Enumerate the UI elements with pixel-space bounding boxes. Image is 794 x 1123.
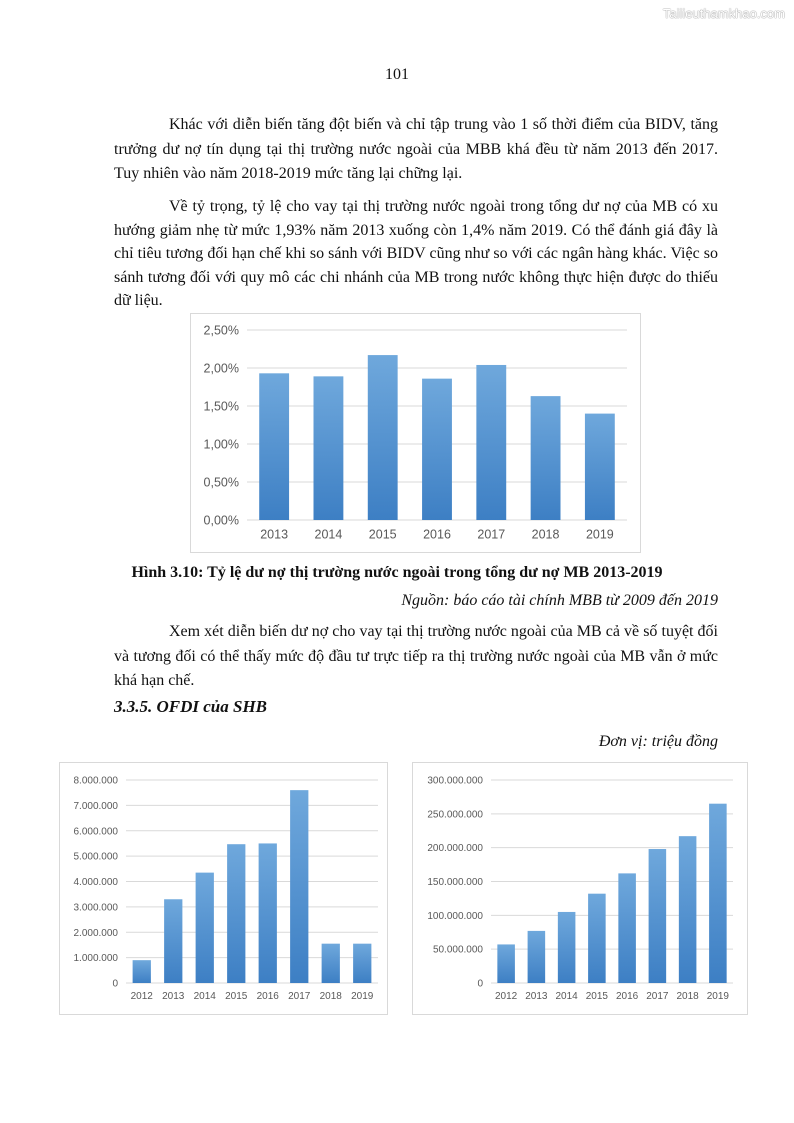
chart-shb-right [412,762,748,1015]
y-tick-label: 3.000.000 [73,902,118,914]
y-tick-label: 2,00% [203,361,239,376]
x-tick-label: 2017 [477,527,506,542]
x-tick-label: 2014 [193,991,216,1002]
bar-2014 [558,912,576,983]
bar-2019 [353,944,371,983]
y-tick-label: 250.000.000 [427,809,483,821]
y-tick-label: 6.000.000 [73,826,118,838]
y-tick-label: 300.000.000 [427,775,483,787]
bar-2015 [588,894,606,983]
x-tick-label: 2018 [676,991,699,1002]
bar-2013 [164,899,182,983]
x-tick-label: 2019 [706,991,729,1002]
bar-2014 [196,873,214,983]
y-tick-label: 0 [477,978,483,990]
x-tick-label: 2018 [319,991,342,1002]
x-tick-label: 2018 [531,527,560,542]
page-number: 101 [385,66,409,83]
x-tick-label: 2012 [130,991,153,1002]
bar-2017 [476,365,506,520]
section-heading: 3.3.5. OFDI của SHB [114,697,268,716]
y-tick-label: 0 [112,978,118,990]
x-tick-label: 2014 [555,991,578,1002]
y-tick-label: 4.000.000 [73,877,118,888]
x-tick-label: 2017 [288,991,311,1002]
bar-2017 [290,790,308,983]
x-tick-label: 2019 [351,991,374,1002]
bar-2018 [679,836,697,983]
y-tick-label: 5.000.000 [73,851,118,863]
y-tick-label: 1.000.000 [73,953,118,965]
y-tick-label: 8.000.000 [73,775,118,787]
bar-2018 [531,396,561,520]
x-tick-label: 2019 [585,527,614,542]
bar-2016 [259,843,277,983]
x-tick-label: 2017 [646,991,669,1002]
x-tick-label: 2015 [368,527,397,542]
x-tick-label: 2016 [616,991,639,1002]
watermark: Tailieuthamkhao.com [662,6,785,21]
y-tick-label: 1,50% [203,399,239,414]
bar-2016 [618,873,636,983]
chart-shb-right-svg [413,763,747,1014]
y-tick-label: 0,50% [203,475,239,490]
bar-2017 [649,849,667,983]
x-tick-label: 2013 [162,991,185,1002]
bar-2018 [322,944,340,983]
y-tick-label: 2,50% [203,323,239,338]
y-tick-label: 1,00% [203,437,239,452]
chart-shb-left [59,762,388,1015]
bar-2019 [585,414,615,520]
bar-2014 [314,376,344,520]
y-tick-label: 200.000.000 [427,843,483,855]
figure-source: Nguồn: báo cáo tài chính MBB từ 2009 đến 2019 [401,592,718,609]
y-tick-label: 7.000.000 [73,800,118,812]
x-tick-label: 2016 [256,991,279,1002]
x-tick-label: 2014 [314,527,343,542]
x-tick-label: 2013 [525,991,548,1002]
paragraph-1: Khác với diễn biến tăng đột biến và chỉ tập trung vào 1 số thời điểm của BIDV, tăng trưởng dư nợ tín dụng tại thị trường nước ngoài của MBB khá đều từ năm 2013 đến 2017. Tuy nhiên vào năm 2018-2019 mức tăng lại chững lại. [114,116,718,182]
x-tick-label: 2016 [423,527,451,542]
bar-2019 [709,804,727,983]
y-tick-label: 100.000.000 [427,910,483,922]
bar-2015 [227,844,245,983]
y-tick-label: 0,00% [203,513,239,528]
bar-2015 [368,355,398,520]
bar-2013 [259,373,289,520]
bar-2012 [133,960,151,983]
paragraph-3: Xem xét diễn biến dư nợ cho vay tại thị trường nước ngoài của MB cả về số tuyệt đối và tương đối có thể thấy mức độ đầu tư trực tiếp ra thị trường nước ngoài của MB vẫn ở mức khá hạn chế. [114,623,718,689]
unit-note: Đơn vị: triệu đồng [598,733,718,750]
bar-2013 [528,931,546,983]
paragraph-2: Về tỷ trọng, tỷ lệ cho vay tại thị trường nước ngoài trong tổng dư nợ của MB có xu hướng giảm nhẹ từ mức 1,93% năm 2013 xuống còn 1,4% năm 2019. Có thể đánh giá đây là chỉ tiêu tương đối hạn chế khi so sánh với BIDV cũng như so với các ngân hàng khác. Việc so sánh tương đối với quy mô các chi nhánh của MB trong nước không thực hiện được do thiếu dữ liệu. [114,198,718,309]
y-tick-label: 2.000.000 [73,927,118,939]
chart-shb-left-svg [60,763,387,1014]
x-tick-label: 2015 [585,991,608,1002]
x-tick-label: 2012 [495,991,518,1002]
bar-2012 [497,944,515,983]
figure-caption: Hình 3.10: Tỷ lệ dư nợ thị trường nước ngoài trong tổng dư nợ MB 2013-2019 [131,564,663,581]
chart-mb-ratio-svg [191,314,640,552]
y-tick-label: 50.000.000 [432,944,483,956]
bar-2016 [422,379,452,520]
x-tick-label: 2013 [260,527,289,542]
chart-mb-ratio [190,313,641,553]
y-tick-label: 150.000.000 [427,877,483,888]
x-tick-label: 2015 [225,991,248,1002]
